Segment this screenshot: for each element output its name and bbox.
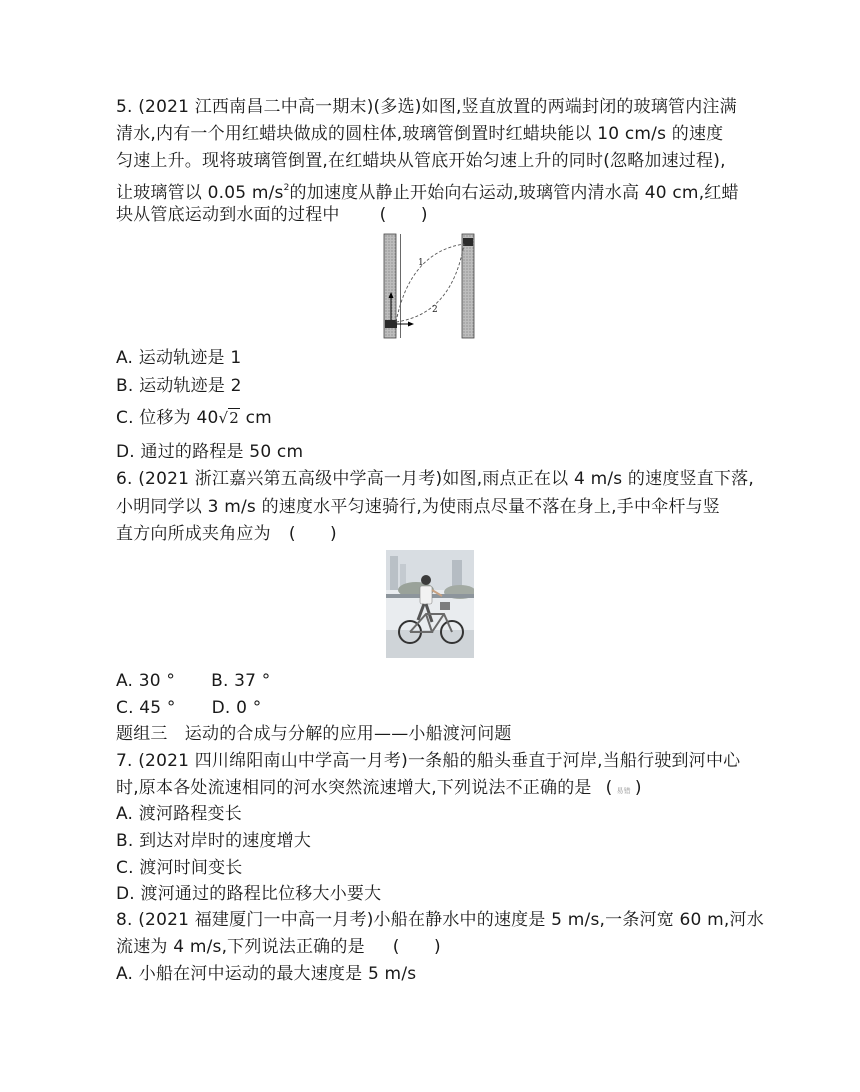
q5-line-4-b: 的加速度从静止开始向右运动,玻璃管内清水高 40 cm,红蜡 [289,183,739,203]
q7-option-b: B. 到达对岸时的速度增大 [116,831,312,851]
q8-option-a: A. 小船在河中运动的最大速度是 5 m/s [116,964,417,984]
q5-tube-figure [376,232,484,340]
q6-option-a: A. 30 ° [116,671,176,691]
trajectory-label-2: 2 [432,305,438,315]
right-tube-wall [462,234,474,338]
trajectory-2 [396,244,464,322]
q6-option-c: C. 45 ° [116,698,176,718]
q6-option-d: D. 0 ° [211,698,262,718]
error-prone-tag: 易错 [616,787,631,795]
photo-building [390,556,398,590]
q7-answer-blank-open: ( [605,778,613,798]
q8-line-2 [116,934,441,960]
q7-option-c: C. 渡河时间变长 [116,858,243,878]
q6-line-1: 6. (2021 浙江嘉兴第五高级中学高一月考)如图,雨点正在以 4 m/s 的速度竖直下落, [116,469,754,489]
left-tube-wall-right [400,234,401,338]
cyclist-photo [386,550,474,658]
q5-superscript: 2 [283,183,290,193]
q7-line-2 [116,775,642,804]
q8-answer-blank: ( ) [392,937,441,957]
q7-answer-blank-close: ) [634,778,642,798]
wax-block-top [463,238,473,246]
q5-line-4-a: 让玻璃管以 0.05 m/s [116,183,284,203]
q7-line-1: 7. (2021 四川绵阳南山中学高一月考)一条船的船头垂直于河岸,当船行驶到河中心 [116,751,741,771]
sqrt-radicand: 2 [229,409,240,427]
q5-line-2: 清水,内有一个用红蜡块做成的圆柱体,玻璃管倒置时红蜡块能以 10 cm/s 的速度 [116,124,724,144]
q8-line-2-text: 流速为 4 m/s,下列说法正确的是 [116,937,365,957]
q5-line-5-text: 块从管底运动到水面的过程中 [116,205,340,225]
rider-head [421,575,431,585]
q6-options-row-2 [116,695,261,721]
bike-basket [440,602,450,610]
sqrt-symbol: √2 [218,409,240,427]
q5-option-c-prefix: C. 位移为 40 [116,408,219,428]
q7-line-2-text: 时,原本各处流速相同的河水突然流速增大,下列说法不正确的是 [116,778,592,798]
rider-shirt [420,586,432,604]
q5-option-a: A. 运动轨迹是 1 [116,348,242,368]
q6-line-2: 小明同学以 3 m/s 的速度水平匀速骑行,为使雨点尽量不落在身上,手中伞杆与竖 [116,497,720,517]
q5-answer-blank: ( ) [379,205,428,225]
q5-line-5 [116,202,428,228]
q6-answer-blank: ( ) [288,524,337,544]
q7-option-d: D. 渡河通过的路程比位移大小要大 [116,884,382,904]
group3-heading: 题组三 运动的合成与分解的应用——小船渡河问题 [116,724,512,744]
q5-line-1: 5. (2021 江西南昌二中高一期末)(多选)如图,竖直放置的两端封闭的玻璃管内注满 [116,97,737,117]
right-arrowhead [408,322,414,327]
q6-option-b: B. 37 ° [211,671,271,691]
wax-block-bottom [385,320,397,328]
q5-option-d: D. 通过的路程是 50 cm [116,442,304,462]
q6-line-3 [116,521,337,547]
q5-option-c-suffix: cm [240,408,272,428]
q6-options-row-1 [116,668,270,694]
q5-option-c [116,405,272,431]
trajectory-1 [396,244,464,322]
q7-option-a: A. 渡河路程变长 [116,804,242,824]
q8-line-1: 8. (2021 福建厦门一中高一月考)小船在静水中的速度是 5 m/s,一条河宽 60 m,河水 [116,910,764,930]
q5-option-b: B. 运动轨迹是 2 [116,376,242,396]
q6-line-3-text: 直方向所成夹角应为 [116,524,271,544]
trajectory-label-1: 1 [418,258,424,268]
q5-line-3: 匀速上升。现将玻璃管倒置,在红蜡块从管底开始匀速上升的同时(忽略加速过程), [116,151,726,171]
